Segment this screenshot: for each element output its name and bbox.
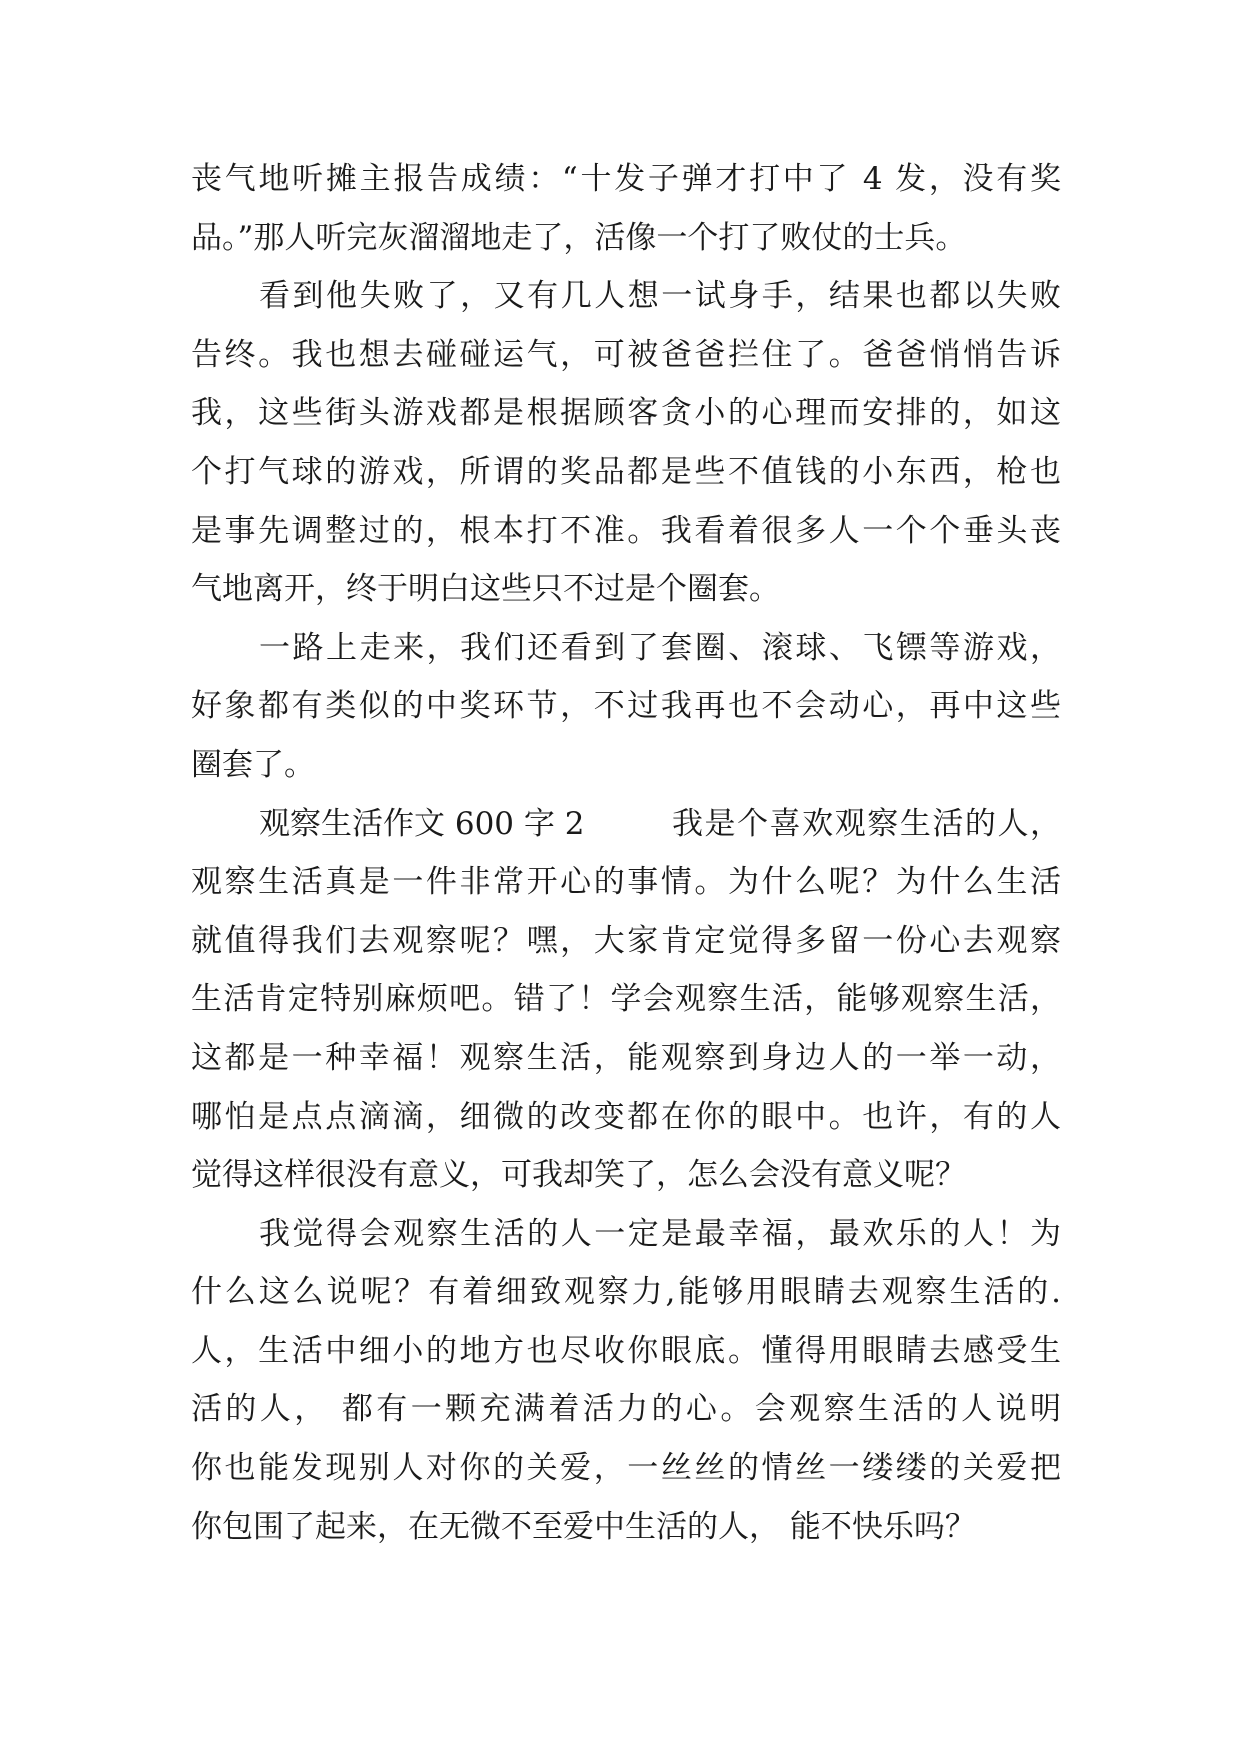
text-line: 我，这些街头游戏都是根据顾客贪小的心理而安排的，如这 xyxy=(191,395,1061,432)
text-line: 生活肯定特别麻烦吧。错了！学会观察生活，能够观察生活， xyxy=(191,981,1061,1018)
text-line: 什么这么说呢？有着细致观察力,能够用眼睛去观察生活的. xyxy=(191,1274,1061,1311)
text-line: 看到他失败了，又有几人想一试身手，结果也都以失败 xyxy=(259,278,1061,315)
section-heading-line xyxy=(191,795,1061,854)
text-line: 觉得这样很没有意义，可我却笑了，怎么会没有意义呢？ xyxy=(191,1157,966,1194)
text-line: 个打气球的游戏，所谓的奖品都是些不值钱的小东西，枪也 xyxy=(191,453,1061,490)
text-line: 我觉得会观察生活的人一定是最幸福，最欢乐的人！为 xyxy=(259,1215,1061,1252)
text-line: 你也能发现别人对你的关爱，一丝丝的情丝一缕缕的关爱把 xyxy=(191,1450,1061,1487)
text-line: 圈套了。 xyxy=(191,746,315,783)
paragraph xyxy=(191,1205,1061,1557)
text-line: 是事先调整过的，根本打不准。我看着很多人一个个垂头丧 xyxy=(191,512,1061,549)
text-line: 观察生活真是一件非常开心的事情。为什么呢？为什么生活 xyxy=(191,864,1061,901)
text-line: 好象都有类似的中奖环节，不过我再也不会动心，再中这些 xyxy=(191,688,1061,725)
text-line: 气地离开，终于明白这些只不过是个圈套。 xyxy=(191,571,780,608)
text-line: 就值得我们去观察呢？嘿，大家肯定觉得多留一份心去观察 xyxy=(191,922,1061,959)
essay-text xyxy=(191,150,1061,1556)
text-line: 告终。我也想去碰碰运气，可被爸爸拦住了。爸爸悄悄告诉 xyxy=(191,336,1061,373)
text-line: 一路上走来，我们还看到了套圈、滚球、飞镖等游戏， xyxy=(259,629,1061,666)
text-line: 丧气地听摊主报告成绩：“十发子弹才打中了 4 发，没有奖 xyxy=(191,161,1061,197)
text-line: 我是个喜欢观察生活的人， xyxy=(672,805,1061,842)
text-line: 这都是一种幸福！观察生活，能观察到身边人的一举一动， xyxy=(191,1039,1061,1076)
text-line: 活的人， 都有一颗充满着活力的心。会观察生活的人说明 xyxy=(191,1391,1061,1428)
text-line: 人，生活中细小的地方也尽收你眼底。懂得用眼睛去感受生 xyxy=(191,1332,1061,1369)
text-line: 哪怕是点点滴滴，细微的改变都在你的眼中。也许，有的人 xyxy=(191,1098,1061,1135)
paragraph xyxy=(191,267,1061,619)
paragraph xyxy=(191,619,1061,795)
paragraph xyxy=(191,150,1061,267)
text-line: 品。”那人听完灰溜溜地走了，活像一个打了败仗的士兵。 xyxy=(191,219,967,256)
section-heading: 观察生活作文 600 字 2 xyxy=(259,805,585,842)
paragraph xyxy=(191,795,1061,1205)
text-line: 你包围了起来，在无微不至爱中生活的人， 能不快乐吗？ xyxy=(191,1508,976,1545)
